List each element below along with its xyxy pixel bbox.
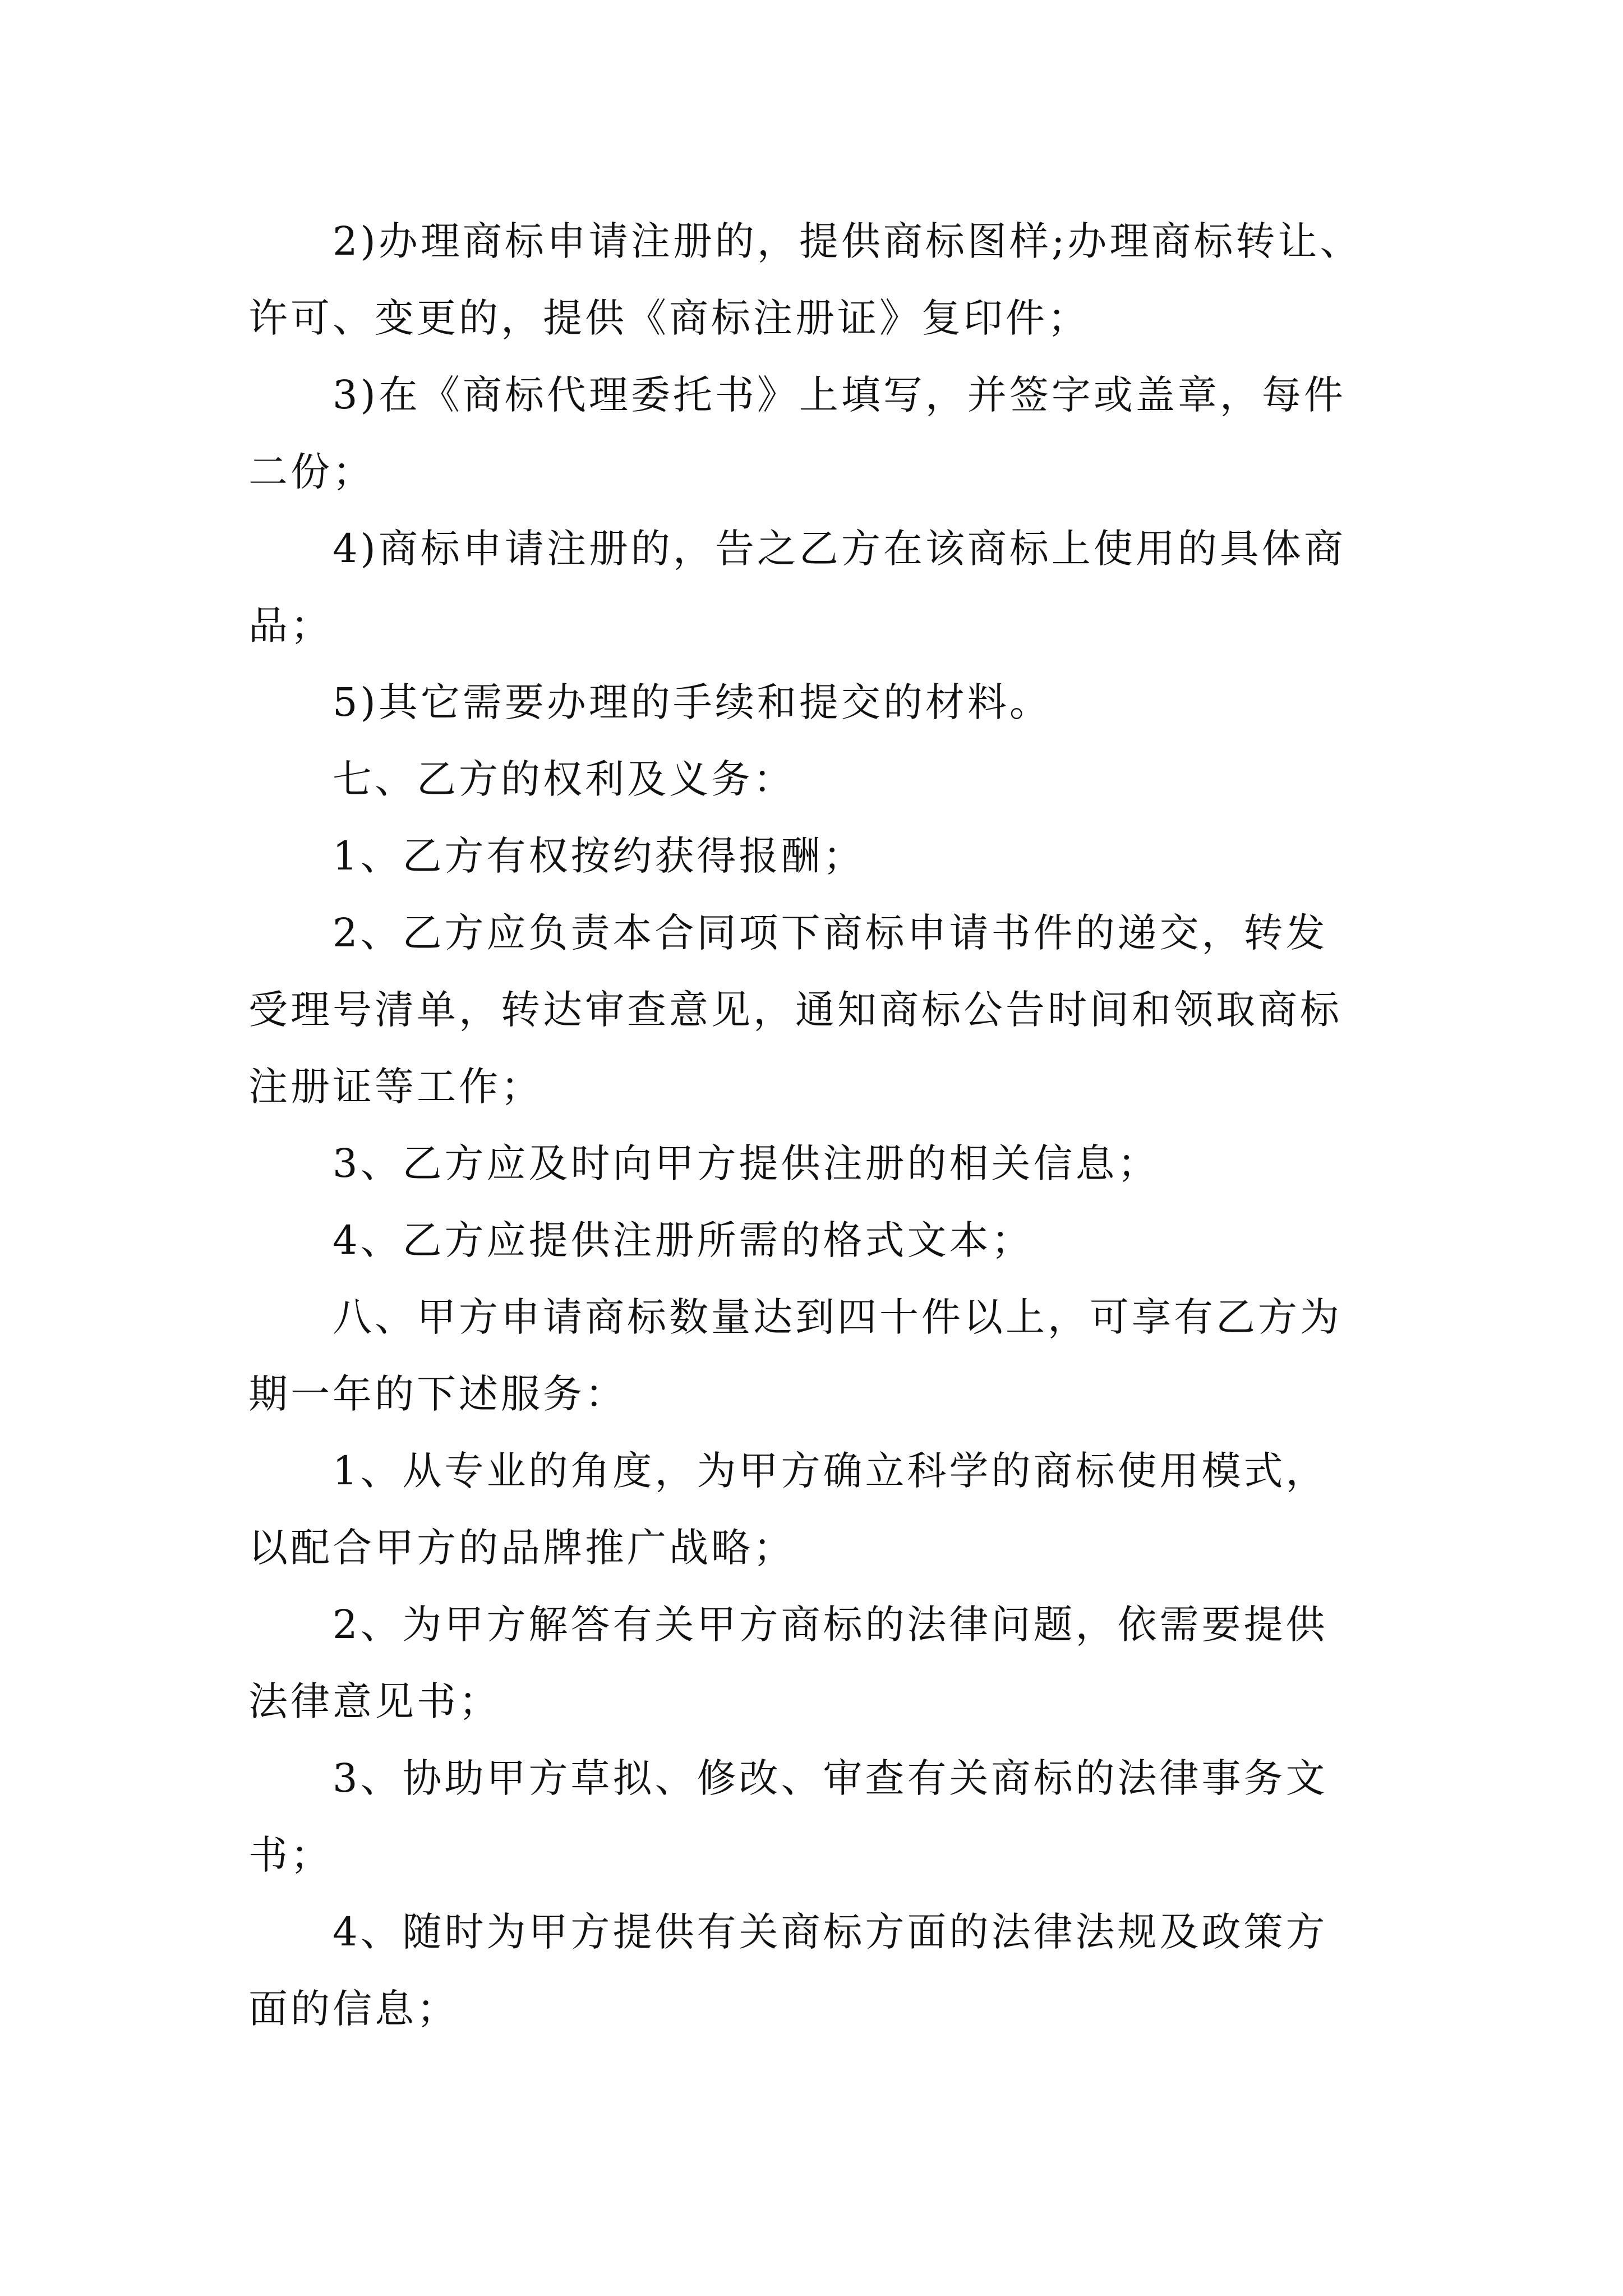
text-line-12: 注册证等工作； [248,1064,543,1110]
text-line-3: 3)在《商标代理委托书》上填写，并签字或盖章，每件 [333,372,1346,418]
text-line-17: 1、从专业的角度，为甲方确立科学的商标使用模式， [333,1448,1328,1494]
text-line-1: 2)办理商标申请注册的，提供商标图样;办理商标转让、 [333,218,1362,264]
text-line-22: 书； [248,1832,333,1878]
text-line-11: 受理号清单，转达审查意见，通知商标公告时间和领取商标 [248,987,1342,1033]
text-line-9: 1、乙方有权按约获得报酬； [333,833,865,879]
section-heading-7: 七、乙方的权利及义务： [333,756,795,802]
text-line-6: 品； [248,602,333,648]
text-line-20: 法律意见书； [248,1678,501,1724]
text-line-10: 2、乙方应负责本合同项下商标申请书件的递交，转发 [333,910,1328,956]
text-line-16: 期一年的下述服务： [248,1371,627,1417]
text-line-4: 二份； [248,449,375,495]
text-line-23: 4、随时为甲方提供有关商标方面的法律法规及政策方 [333,1909,1328,1955]
text-line-19: 2、为甲方解答有关甲方商标的法律问题，依需要提供 [333,1602,1328,1648]
text-line-2: 许可、变更的，提供《商标注册证》复印件； [248,295,1090,341]
text-line-14: 4、乙方应提供注册所需的格式文本； [333,1217,1034,1263]
text-line-24: 面的信息； [248,1986,459,2032]
text-line-7: 5)其它需要办理的手续和提交的材料。 [333,679,1052,725]
text-line-21: 3、协助甲方草拟、修改、审查有关商标的法律事务文 [333,1755,1328,1801]
text-line-5: 4)商标申请注册的，告之乙方在该商标上使用的具体商 [333,526,1346,572]
section-heading-8: 八、甲方申请商标数量达到四十件以上，可享有乙方为 [333,1294,1342,1340]
text-line-13: 3、乙方应及时向甲方提供注册的相关信息； [333,1140,1160,1186]
text-line-18: 以配合甲方的品牌推广战略； [248,1525,795,1571]
